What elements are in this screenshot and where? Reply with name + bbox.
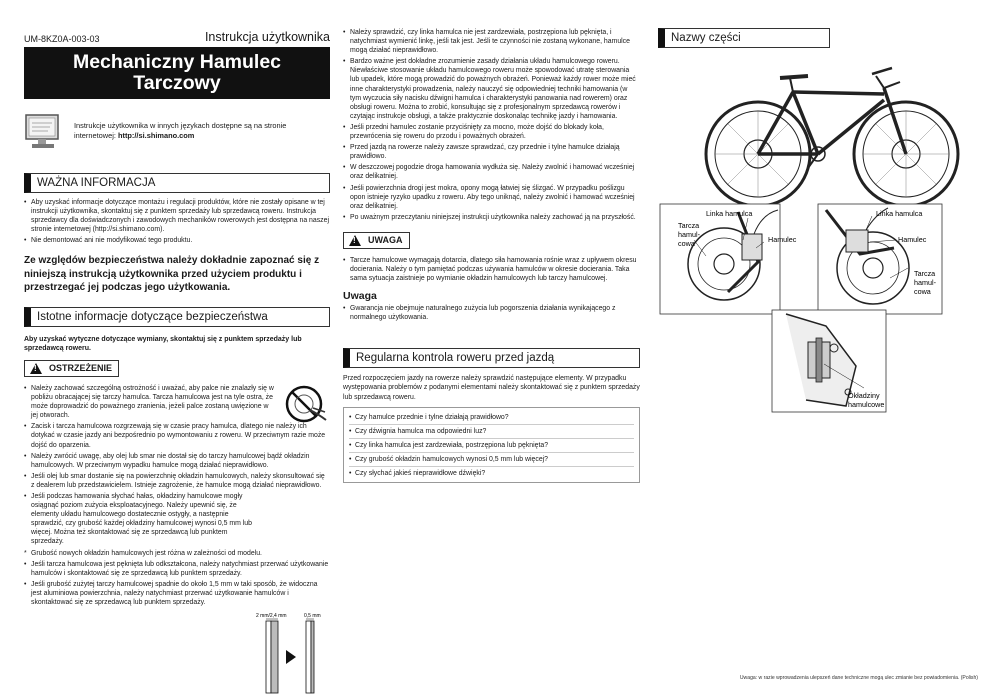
safety-intro: Aby uzyskać wytyczne dotyczące wymiany, skontaktuj się z punktem sprzedaży lub sprzedawcą roweru.	[24, 335, 302, 352]
label-disc-right-3: cowa	[914, 287, 931, 296]
label-disc-right-1: Tarcza	[914, 269, 936, 278]
check-heading: Regularna kontrola roweru przed jazdą	[343, 348, 640, 368]
list-item: • W deszczowej pogodzie droga hamowania wydłuża się. Należy zwolnić i hamować wcześniej oraz delikatniej.	[343, 163, 640, 181]
title-line-1: Mechaniczny Hamulec	[72, 51, 282, 73]
col2-list	[343, 28, 640, 222]
check-item: • Czy grubość okładzin hamulcowych wynosi 0,5 mm lub więcej?	[349, 453, 634, 467]
column-left	[24, 0, 330, 619]
list-item: • Należy zachować szczególną ostrożność i uważać, aby palce nie znalazły się w pobliżu obracającej się tarczy hamulca. Tarcza hamulcowa jest na tyle ostra, że może doprowadzić do poważnego zranienia, jeżeli palce zostaną uwięzione w jej otworach.	[24, 384, 330, 420]
parts-diagram	[658, 52, 970, 432]
list-item: • Tarcze hamulcowe wymagają dotarcia, dlatego siła hamowania rośnie wraz z upływem okresu docierania. Należy o tym pamiętać podczas używania hamulców w okresie docierania. Taka sama sytuacja zaistnieje po wymianie okładzin hamulcowych lub tarczy hamulcowej.	[343, 256, 640, 283]
list-item: • Jeśli przedni hamulec zostanie przyciśnięty za mocno, może dojść do blokady koła, przewrócenia się roweru do przodu i poważnych obrażeń.	[343, 123, 640, 141]
language-note-text: Instrukcje użytkownika w innych językach dostępne są na stronie internetowej: http://si.shimano.com	[74, 121, 287, 140]
safety-heading: Istotne informacje dotyczące bezpieczeństwa	[24, 307, 330, 327]
list-item: • Zacisk i tarcza hamulcowa rozgrzewają się w czasie pracy hamulca, dlatego nie należy ich dotykać w czasie jazdy ani bezpośrednio po wymontowaniu z roweru. W przeciwnym razie może dojść do oparzenia.	[24, 422, 330, 449]
caution-list	[343, 256, 640, 283]
column-right	[658, 28, 970, 48]
check-intro: Przed rozpoczęciem jazdy na rowerze należy sprawdzić następujące elementy. W przypadku występowania problemów z podanymi elementami należy skontaktować się z punktem sprzedaży lub sprzedawcą roweru.	[343, 375, 640, 401]
list-item: • Jeśli olej lub smar dostanie się na powierzchnię okładzin hamulcowych, należy skonsultować się z dealerem lub przedstawicielem. Istnieje zagrożenie, że hamulce mogą działać nieprawidłowo.	[24, 472, 330, 490]
list-item: • Jeśli tarcza hamulcowa jest pęknięta lub odkształcona, należy natychmiast przerwać użytkowanie hamulców i skontaktować się ze sprzedawcą lub punktem sprzedaży.	[24, 560, 330, 578]
check-list	[343, 407, 640, 483]
list-item: • Jeśli grubość zużytej tarczy hamulcowej spadnie do około 1,5 mm w taki sposób, że widoczna jest aluminiowa powierzchnia, należy natychmiast przerwać użytkowanie hamulców i skontaktować się ze sprzedawcą lub punktem sprzedaży.	[24, 580, 330, 607]
important-heading: WAŻNA INFORMACJA	[24, 173, 330, 193]
label-brake-left: Hamulec	[768, 235, 797, 244]
pad-new-label: 2 mm/2,4 mm	[256, 612, 287, 619]
pad-thickness-diagram	[256, 610, 326, 695]
document-title	[24, 47, 330, 99]
warning-label: OSTRZEŻENIE	[49, 363, 113, 374]
warning-box	[24, 360, 119, 377]
label-disc-left-1: Tarcza	[678, 221, 700, 230]
label-pads-2: hamulcowe	[848, 400, 885, 409]
label-brake-right: Hamulec	[898, 235, 927, 244]
label-disc-right-2: hamul-	[914, 278, 936, 287]
star-note: * Grubość nowych okładzin hamulcowych jest różna w zależności od modelu.	[24, 549, 330, 558]
bicycle-illustration	[706, 68, 958, 206]
list-item: • Należy zwrócić uwagę, aby olej lub smar nie dostał się do tarczy hamulcowej bądź okładzin hamulcowych. W przeciwnym wypadku hamulce mogą działać nieprawidłowo.	[24, 452, 330, 470]
language-note	[24, 111, 330, 151]
doc-header	[24, 30, 330, 44]
list-item: • Gwarancja nie obejmuje naturalnego zużycia lub pogorszenia działania wynikającego z normalnego użytkowania.	[343, 304, 640, 322]
label-pads-1: Okładziny	[848, 391, 880, 400]
list-item: • Jeśli powierzchnia drogi jest mokra, opony mogą łatwiej się ślizgać. W przypadku poślizgu opon istnieje ryzyko upadku z roweru. Aby tego uniknąć, należy zwolnić i hamować wcześniej oraz delikatniej.	[343, 184, 640, 211]
caution-box	[343, 232, 410, 249]
check-item: • Czy linka hamulca jest zardzewiała, postrzępiona lub pęknięta?	[349, 439, 634, 453]
caution-label: UWAGA	[368, 235, 403, 246]
list-item: • Nie demontować ani nie modyfikować tego produktu.	[24, 236, 330, 245]
list-item: • Należy sprawdzić, czy linka hamulca nie jest zardzewiała, postrzępiona lub pęknięta, i natychmiast wymienić linkę, jeśli tak jest. Jeśli te czynności nie zostaną wykonane, hamulce mogą działać nieprawidłowo.	[343, 28, 640, 55]
list-item: • Przed jazdą na rowerze należy zawsze sprawdzać, czy przednie i tylne hamulce działają prawidłowo.	[343, 143, 640, 161]
title-line-2: Tarczowy	[133, 72, 221, 94]
doc-code: UM-8KZ0A-003-03	[24, 34, 100, 44]
warning-icon: !	[30, 363, 42, 374]
check-item: • Czy słychać jakieś nieprawidłowe dźwięki?	[349, 467, 634, 480]
note-list	[343, 304, 640, 322]
note-heading: Uwaga	[343, 290, 377, 303]
label-cable-right: Linka hamulca	[876, 209, 923, 218]
check-item: • Czy dźwignia hamulca ma odpowiedni luz?	[349, 425, 634, 439]
check-item: • Czy hamulce przednie i tylne działają prawidłowo?	[349, 411, 634, 425]
label-disc-left-2: hamul-	[678, 230, 700, 239]
important-list	[24, 198, 330, 245]
site-link[interactable]: http://si.shimano.com	[117, 131, 195, 140]
warning-list	[24, 384, 330, 547]
caution-icon: !	[349, 235, 361, 246]
warning-content	[24, 384, 330, 619]
footer-note: Uwaga: w razie wprowadzenia ulepszeń dane techniczne mogą ulec zmianie bez powiadomienia. (Polish)	[739, 675, 978, 681]
star-note-list	[24, 549, 330, 608]
monitor-icon	[24, 111, 64, 151]
label-disc-left-3: cowa	[678, 239, 695, 248]
doc-type: Instrukcja użytkownika	[204, 30, 330, 44]
pad-min-label: 0,5 mm	[304, 612, 321, 619]
list-item: • Po uważnym przeczytaniu niniejszej instrukcji użytkownika należy zachować ją na przyszłość.	[343, 213, 640, 222]
list-item: • Bardzo ważne jest dokładne zrozumienie zasady działania układu hamulcowego roweru. Niewłaściwe stosowanie układu hamulcowego roweru może spowodować utratę sterowania lub upadek, które mogą prowadzić do poważnych obrażeń. Ponieważ każdy rower może mieć inne charakterystyki prowadzenia, należy nauczyć się odpowiedniej techniki hamowania (w tym wyczucia siły nacisku dźwigni hamulca i charakterystyki panowania nad rowerem) oraz obsługi roweru. Można to zrobić, konsultując się z profesjonalnym sprzedawcą rowerów i czytając instrukcje obsługi, a także praktycznie doskonaląc technikę jazdy i hamowania.	[343, 57, 640, 121]
list-item: • Jeśli podczas hamowania słychać hałas, okładziny hamulcowe mogły osiągnąć poziom zużycia eksploatacyjnego. Należy upewnić się, że elementy układu hamulcowego dostatecznie ostygły, a następnie sprawdzić, czy grubość każdej okładziny hamulcowej wynosi 0,5 mm lub więcej. Można też skontaktować się ze sprzedawcą lub punktem sprzedaży.	[24, 492, 330, 547]
label-cable-left: Linka hamulca	[706, 209, 753, 218]
column-middle	[343, 28, 640, 483]
parts-heading: Nazwy części	[658, 28, 830, 48]
safety-read-note: Ze względów bezpieczeństwa należy dokładnie zapoznać się z niniejszą instrukcją użytkownika przed użyciem produktu i przestrzegać jej podczas jego użytkowania.	[24, 255, 320, 294]
list-item: • Aby uzyskać informacje dotyczące montażu i regulacji produktów, które nie zostały opisane w tej instrukcji użytkownika, skontaktuj się z punktem sprzedaży lub sprzedawcą roweru. Instrukcja sprzedawcy dla doświadczonych i zawodowych mechaników rowerowych jest dostępna na naszej stronie internetowej (http://si.shimano.com).	[24, 198, 330, 234]
